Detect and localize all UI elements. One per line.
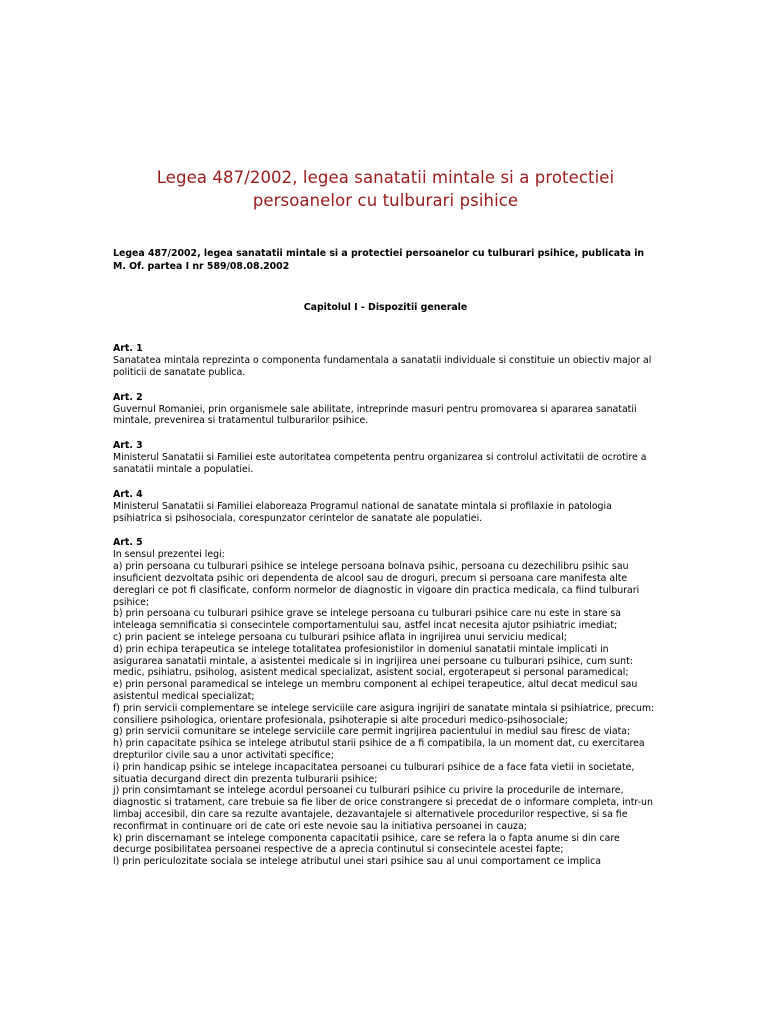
article-body <box>113 355 658 379</box>
articles-list <box>113 343 658 868</box>
article-paragraph: e) prin personal paramedical se intelege un membru component al echipei terapeutice, altul decat medicul sau asistentul medical specializat; <box>113 679 638 702</box>
article-paragraph: h) prin capacitate psihica se intelege atributul starii psihice de a fi compatibila, la un moment dat, cu exercitarea drepturilor civile sau a unor activitati specifice; <box>113 738 645 761</box>
article-body <box>113 452 658 476</box>
article-paragraph: Ministerul Sanatatii si Familiei este autoritatea competenta pentru organizarea si controlul activitatii de ocrotire a sanatatii mintale a populatiei. <box>113 452 647 475</box>
article-paragraph: i) prin handicap psihic se intelege incapacitatea persoanei cu tulburari psihice de a face fata vietii in societate, situatia decurgand direct din prezenta tulburarii psihice; <box>113 761 635 785</box>
document-intro: Legea 487/2002, legea sanatatii mintale si a protectiei persoanelor cu tulburari psihice, publicata in M. Of. partea I nr 589/08.08.2002 <box>113 248 645 272</box>
article-paragraph: Guvernul Romaniei, prin organismele sale abilitate, intreprinde masuri pentru promovarea si apararea sanatatii mintale, prevenirea si tratamentul tulburarilor psihice. <box>113 403 637 427</box>
article-paragraph: j) prin consimtamant se intelege acordul persoanei cu tulburari psihice cu privire la procedurile de internare, diagnostic si tratament, care trebuie sa fie liber de orice constrangere si precedat de o informare completa, intr-un limbaj accesibil, din care sa rezulte avantajele, dezavantajele si alternativele procedurilor respective, si sa fie reconfirmat in continuare ori de cate ori este nevoie sau la initiativa persoanei in cauza; <box>113 785 653 832</box>
article-heading: Art. 1 <box>113 343 143 354</box>
article-1 <box>113 343 658 379</box>
article-4 <box>113 489 658 525</box>
article-paragraph: Sanatatea mintala reprezinta o componenta fundamentala a sanatatii individuale si constituie un obiectiv major al politicii de sanatate publica. <box>113 355 652 378</box>
article-paragraph: l) prin periculozitate sociala se intelege atributul unei stari psihice sau al unui comportament ce implica <box>113 856 602 868</box>
article-body <box>113 501 658 525</box>
article-paragraph: a) prin persoana cu tulburari psihice se intelege persoana bolnava psihic, persoana cu dezechilibru psihic sau insuficient dezvoltata psihic ori dependenta de alcool sau de droguri, precum si persoana care manifesta alte dereglari ce pot fi clasificate, conform normelor de diagnostic in vigoare din practica medicala, ca fiind tulburari psihice; <box>113 561 640 608</box>
article-body <box>113 549 658 868</box>
article-paragraph: g) prin servicii comunitare se intelege serviciile care permit ingrijirea pacientului in mediul sau firesc de viata; <box>113 726 631 738</box>
document-title: Legea 487/2002, legea sanatatii mintale si a protectiei persoanelor cu tulburari psihice <box>156 168 615 210</box>
article-heading: Art. 2 <box>113 391 143 403</box>
article-paragraph: b) prin persoana cu tulburari psihice grave se intelege persoana cu tulburari psihice care nu este in stare sa inteleaga semnificatia si consecintele comportamentului sau, astfel incat necesita ajutor psihiatric imediat; <box>113 608 621 632</box>
article-2 <box>113 392 658 428</box>
article-heading: Art. 5 <box>113 537 143 549</box>
article-paragraph: In sensul prezentei legi: <box>113 549 225 561</box>
article-paragraph: c) prin pacient se intelege persoana cu tulburari psihice aflata in ingrijirea unui serviciu medical; <box>113 631 567 643</box>
article-paragraph: Ministerul Sanatatii si Familiei elaboreaza Programul national de sanatate mintala si profilaxie in patologia psihiatrica si psihosociala, corespunzator cerintelor de sanatate ale populatiei. <box>113 500 612 524</box>
article-heading: Art. 4 <box>113 488 143 500</box>
chapter-heading: Capitolul I - Dispozitii generale <box>303 302 468 313</box>
article-heading: Art. 3 <box>113 440 143 452</box>
article-body <box>113 404 658 428</box>
document-page <box>113 166 658 881</box>
article-3 <box>113 440 658 476</box>
article-paragraph: f) prin servicii complementare se intelege serviciile care asigura ingrijiri de sanatate mintala si psihiatrice, precum: consiliere psihologica, orientare profesionala, psihoterapie si alte proceduri medico-psihosociale; <box>113 702 655 726</box>
article-paragraph: d) prin echipa terapeutica se intelege totalitatea profesionistilor in domeniul sanatatii mintale implicati in asigurarea sanatatii mintale, a asistentei medicale si in ingrijirea unei persoane cu tulburari psihice, cum sunt: medic, psihiatru, psiholog, asistent medical specializat, asistent social, ergoterapeut si personal paramedical; <box>113 643 633 679</box>
article-5 <box>113 537 658 868</box>
article-paragraph: k) prin discernamant se intelege componenta capacitatii psihice, care se refera la o fapta anume si din care decurge posibilitatea persoanei respective de a aprecia continutul si consecintele acestei fapte; <box>113 832 620 856</box>
